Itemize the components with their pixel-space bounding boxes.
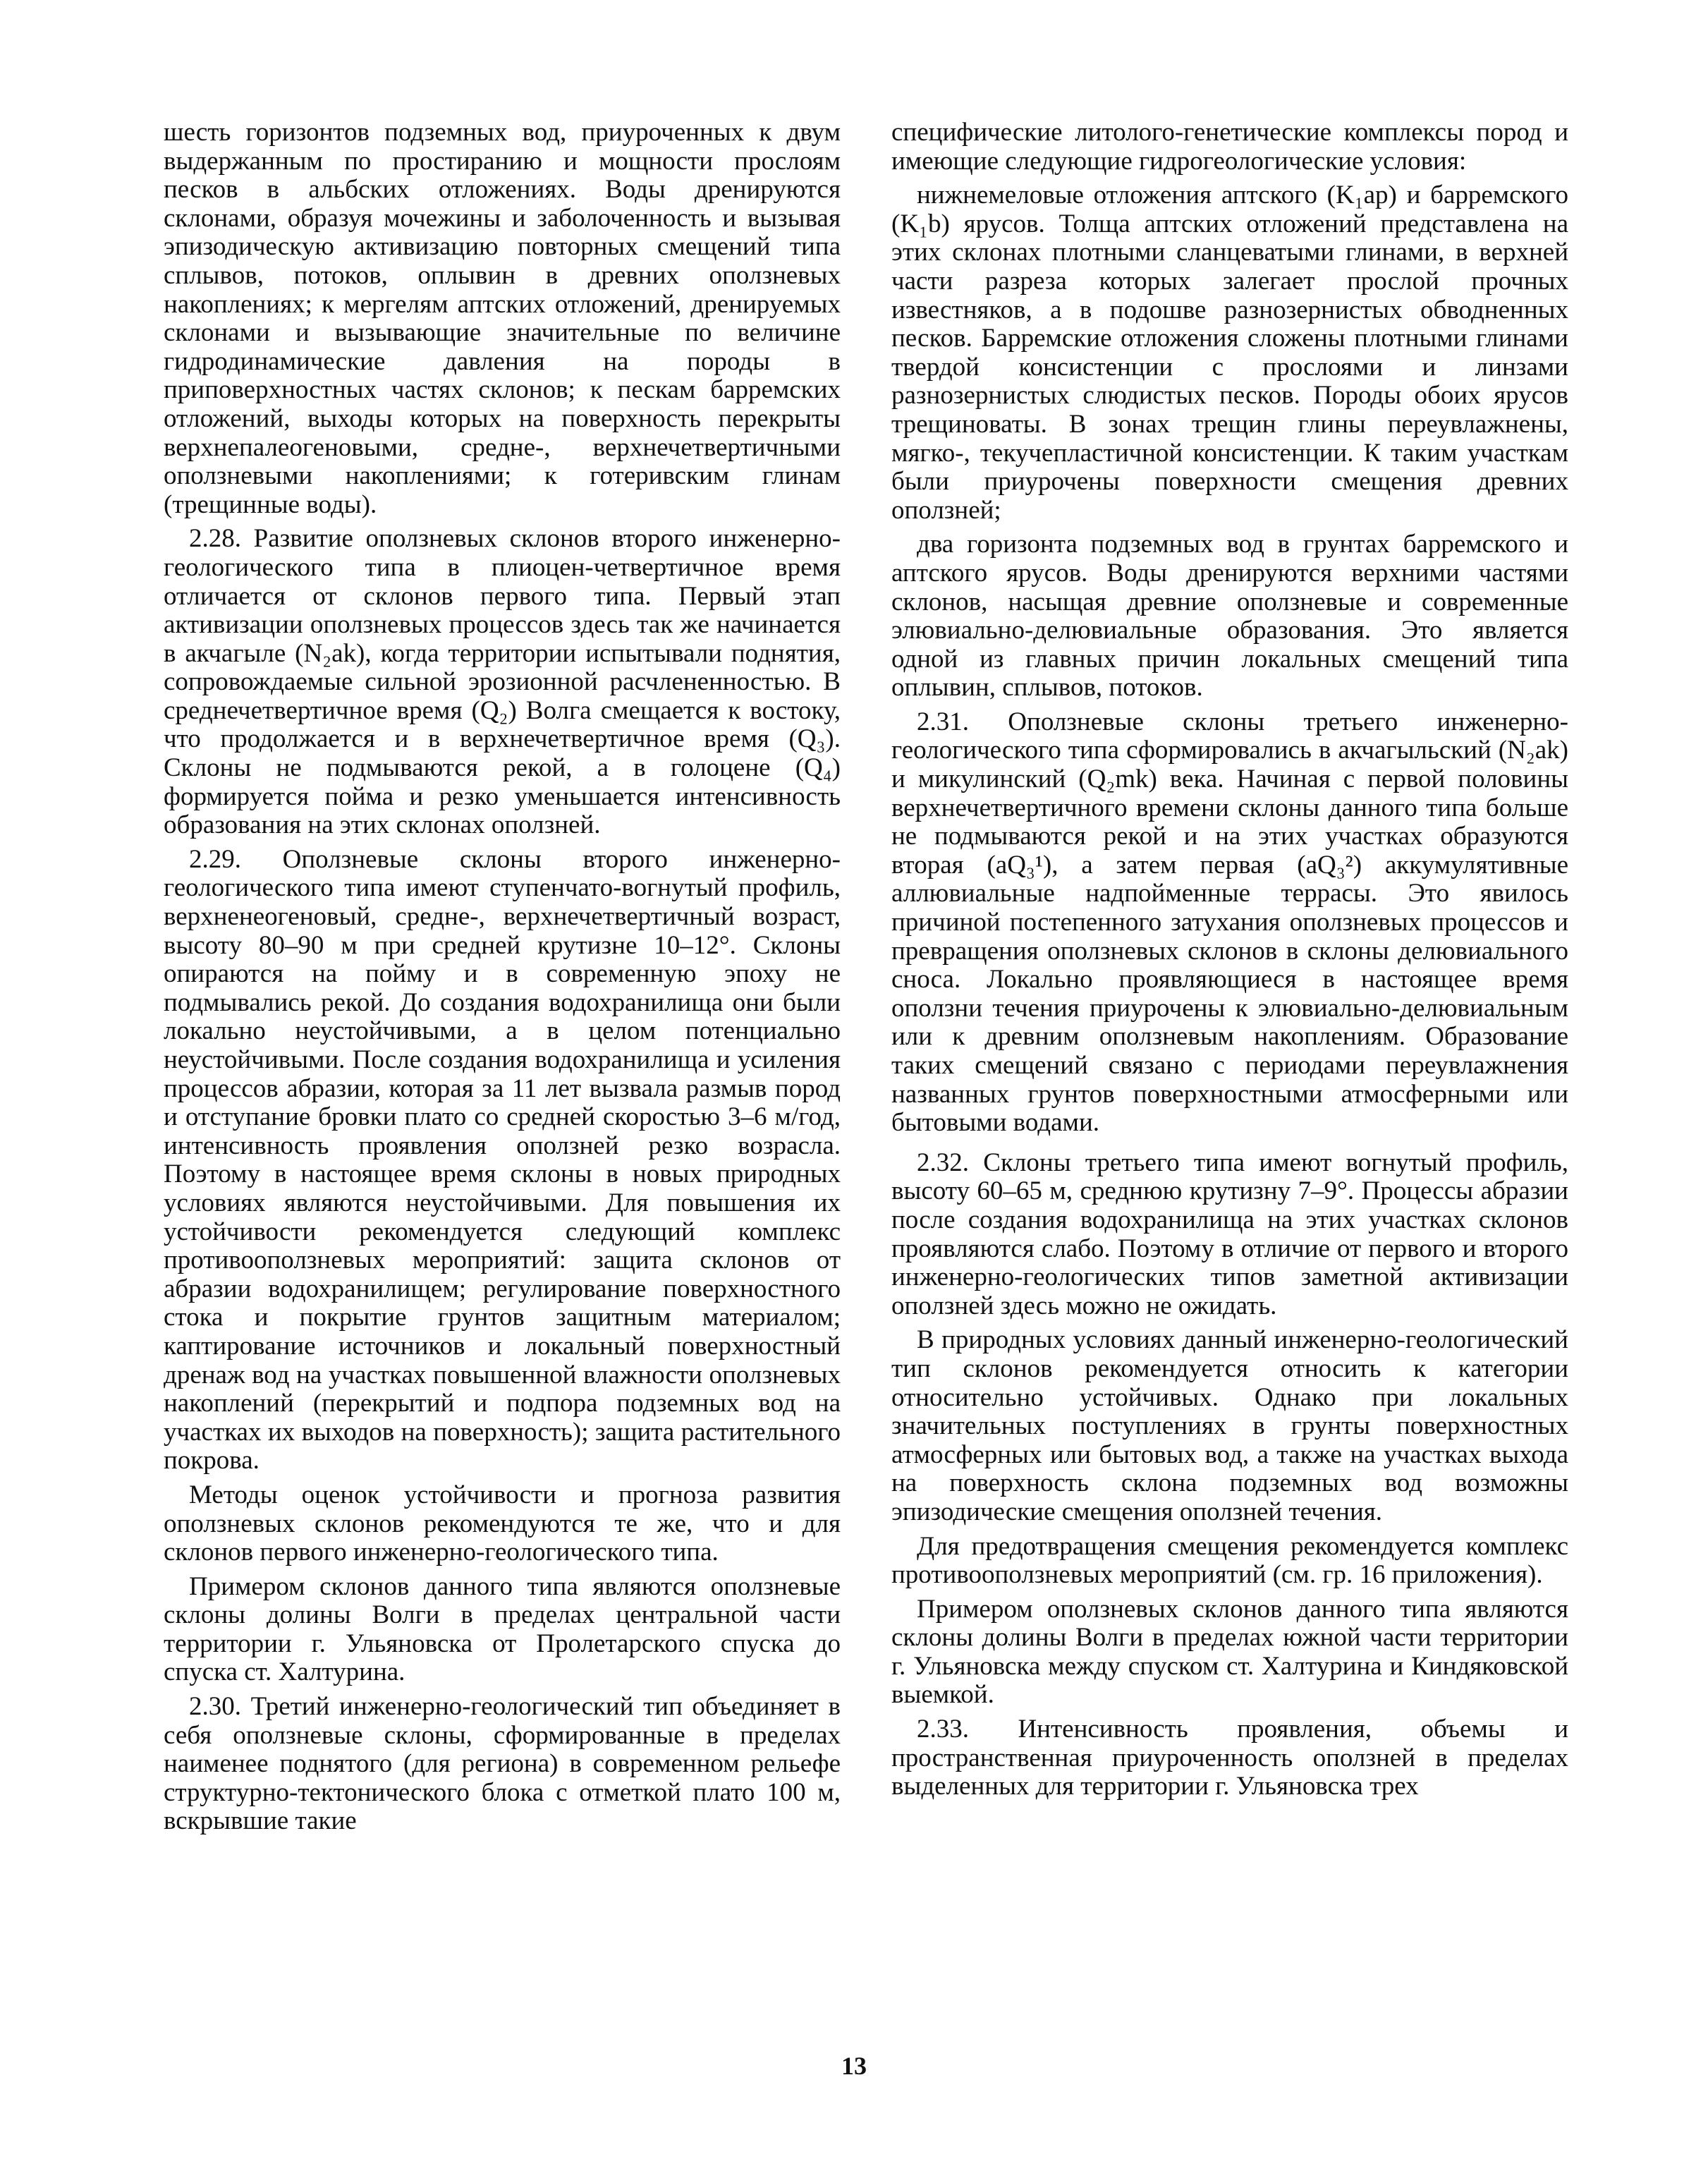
paragraph: Примером склонов данного типа являются оползневые склоны долины Волги в пределах центральной части территории г. Ульяновска от Пролетарского спуска до спуска ст. Халтурина. xyxy=(164,1571,841,1687)
paragraph: специфические литолого-генетические комплексы пород и имеющие следующие гидрогеологические условия: xyxy=(891,118,1568,176)
page-number: 13 xyxy=(841,2052,867,2080)
right-column xyxy=(891,118,1568,1807)
paragraph-2-31: 2.31. Оползневые склоны третьего инженерно-геологического типа сформировались в акчагыльский (N₂ak) и микулинский (Q₂mk) века. Начиная с первой половины верхнечетвертичного времени склоны данного типа больше не подмываются рекой и на этих участках образуются вторая (aQ₃¹), а затем первая (aQ₃²) аккумулятивные аллювиальные надпойменные террасы. Это явилось причиной постепенного затухания оползневых процессов и превращения оползневых склонов в склоны делювиального сноса. Локально проявляющиеся в настоящее время оползни течения приурочены к элювиально-делювиальным или к древним оползневым накоплениям. Образование таких смещений связано с периодами переувлажнения названных грунтов поверхностными атмосферными или бытовыми водами. xyxy=(891,707,1568,1138)
paragraph-2-28: 2.28. Развитие оползневых склонов второго инженерно-геологического типа в плиоцен-четвертичное время отличается от склонов первого типа. Первый этап активизации оползневых процессов здесь так же начинается в акчагыле (N₂ak), когда территории испытывали поднятия, сопровождаемые сильной эрозионной расчлененностью. В среднечетвертичное время (Q₂) Волга смещается к востоку, что продолжается и в верхнечетвертичное время (Q₃). Склоны не подмываются рекой, а в голоцене (Q₄) формируется пойма и резко уменьшается интенсивность образования на этих склонах оползней. xyxy=(164,524,841,840)
paragraph: Для предотвращения смещения рекомендуется комплекс противооползневых мероприятий (см. гр. 16 приложения). xyxy=(891,1531,1568,1590)
paragraph: Методы оценок устойчивости и прогноза развития оползневых склонов рекомендуются те же, что и для склонов первого инженерно-геологического типа. xyxy=(164,1480,841,1567)
paragraph-2-29: 2.29. Оползневые склоны второго инженерно-геологического типа имеют ступенчато-вогнутый профиль, верхненеогеновый, средне-, верхнечетвертичный возраст, высоту 80–90 м при средней крутизне 10–12°. Склоны опираются на пойму и в современную эпоху не подмывались рекой. До создания водохранилища они были локально неустойчивыми, а в целом потенциально неустойчивыми. После создания водохранилища и усиления процессов абразии, которая за 11 лет вызвала размыв пород и отступание бровки плато со средней скоростью 3–6 м/год, интенсивность проявления оползней резко возрасла. Поэтому в настоящее время склоны в новых природных условиях являются неустойчивыми. Для повышения их устойчивости рекомендуется следующий комплекс противооползневых мероприятий: защита склонов от абразии водохранилищем; регулирование поверхностного стока и покрытие грунтов защитным материалом; каптирование источников и локальный поверхностный дренаж вод на участках повышенной влажности оползневых накоплений (перекрытий и подпора подземных вод на участках их выходов на поверхность); защита растительного покрова. xyxy=(164,844,841,1476)
paragraph: два горизонта подземных вод в грунтах барремского и аптского ярусов. Воды дренируются верхними частями склонов, насыщая древние оползневые и современные элювиально-делювиальные образования. Это является одной из главных причин локальных смещений типа оплывин, сплывов, потоков. xyxy=(891,530,1568,702)
left-column xyxy=(164,118,841,1842)
paragraph-2-30: 2.30. Третий инженерно-геологический тип объединяет в себя оползневые склоны, сформированные в пределах наименее поднятого (для региона) в современном рельефе структурно-тектонического блока с отметкой плато 100 м, вскрывшие такие xyxy=(164,1692,841,1836)
paragraph: Примером оползневых склонов данного типа являются склоны долины Волги в пределах южной части территории г. Ульяновска между спуском ст. Халтурина и Киндяковской выемкой. xyxy=(891,1594,1568,1710)
paragraph-2-32: 2.32. Склоны третьего типа имеют вогнутый профиль, высоту 60–65 м, среднюю крутизну 7–9°. Процессы абразии после создания водохранилища на этих участках склонов проявляются слабо. Поэтому в отличие от первого и второго инженерно-геологических типов заметной активизации оползней здесь можно не ожидать. xyxy=(891,1148,1568,1320)
paragraph: нижнемеловые отложения аптского (K₁ap) и барремского (K₁b) ярусов. Толща аптских отложений представлена на этих склонах плотными сланцеватыми глинами, в верхней части разреза которых залегает прослой прочных известняков, а в подошве разнозернистых обводненных песков. Барремские отложения сложены плотными глинами твердой консистенции с прослоями и линзами разнозернистых слюдистых песков. Породы обоих ярусов трещиноваты. В зонах трещин глины переувлажнены, мягко-, текучепластичной консистенции. К таким участкам были приурочены поверхности смещения древних оползней; xyxy=(891,181,1568,525)
paragraph: шесть горизонтов подземных вод, приуроченных к двум выдержанным по простиранию и мощности прослоям песков в альбских отложениях. Воды дренируются склонами, образуя мочежины и заболоченность и вызывая эпизодическую активизацию повторных смещений типа сплывов, потоков, оплывин в древних оползневых накоплениях; к мергелям аптских отложений, дренируемых склонами и вызывающие значительные по величине гидродинамические давления на породы в приповерхностных частях склонов; к пескам барремских отложений, выходы которых на поверхность перекрыты верхнепалеогеновыми, средне-, верхнечетвертичными оползневыми накоплениями; к готеривским глинам (трещинные воды). xyxy=(164,118,841,519)
paragraph-2-33: 2.33. Интенсивность проявления, объемы и пространственная приуроченность оползней в пределах выделенных для территории г. Ульяновска трех xyxy=(891,1715,1568,1801)
paragraph: В природных условиях данный инженерно-геологический тип склонов рекомендуется относить к категории относительно устойчивых. Однако при локальных значительных поступлениях в грунты поверхностных атмосферных или бытовых вод, а также на участках выхода на поверхность склона подземных вод возможны эпизодические смещения оползней течения. xyxy=(891,1325,1568,1526)
